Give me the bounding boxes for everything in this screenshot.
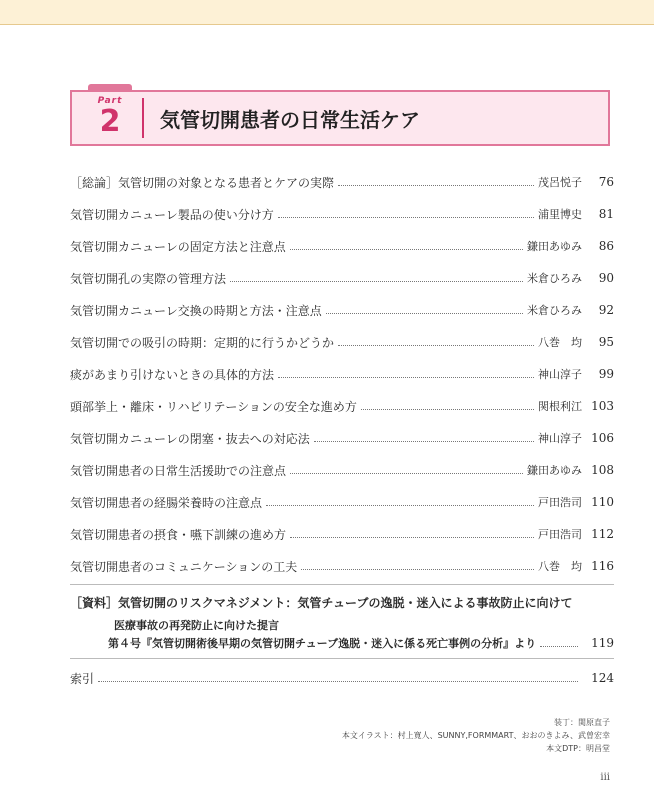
toc-author: 八巻 均 bbox=[538, 336, 582, 349]
toc-row[interactable] bbox=[70, 422, 614, 454]
toc-page: 76 bbox=[598, 175, 614, 189]
toc-leader bbox=[338, 184, 534, 186]
part-title: 気管切開患者の日常生活ケア bbox=[160, 108, 420, 132]
toc-title: 気管切開での吸引の時期：定期的に行うかどうか bbox=[70, 335, 335, 350]
toc-leader bbox=[278, 376, 534, 378]
appendix-entry[interactable] bbox=[70, 594, 614, 651]
toc-page: 110 bbox=[591, 495, 614, 509]
toc-author: 神山淳子 bbox=[538, 432, 582, 445]
toc-title: 気管切開カニューレの閉塞・抜去への対応法 bbox=[70, 431, 310, 446]
toc-row[interactable] bbox=[70, 390, 614, 422]
toc-row[interactable] bbox=[70, 294, 614, 326]
toc-row[interactable] bbox=[70, 198, 614, 230]
toc-author: 関根利江 bbox=[538, 400, 582, 413]
toc-author: 鎌田あゆみ bbox=[527, 464, 582, 477]
credit-line: 装丁：関原直子 bbox=[554, 718, 610, 727]
toc-leader bbox=[290, 472, 523, 474]
toc-author: 神山淳子 bbox=[538, 368, 582, 381]
toc-leader bbox=[301, 568, 534, 570]
appendix-source: 第４号『気管切開術後早期の気管切開チューブ逸脱・迷入に係る死亡事例の分析』より bbox=[108, 637, 537, 650]
toc-title: 気管切開患者のコミュニケーションの工夫 bbox=[70, 559, 298, 574]
toc-author: 米倉ひろみ bbox=[527, 272, 582, 285]
toc-title: 気管切開カニューレの固定方法と注意点 bbox=[70, 239, 286, 254]
toc-row[interactable] bbox=[70, 230, 614, 262]
toc-page: 116 bbox=[591, 559, 614, 573]
divider bbox=[70, 584, 614, 585]
credits bbox=[342, 716, 610, 755]
toc-page: 108 bbox=[591, 463, 614, 477]
toc-page: 86 bbox=[598, 239, 614, 253]
index-entry[interactable] bbox=[70, 668, 614, 688]
toc-author: 鎌田あゆみ bbox=[527, 240, 582, 253]
toc-title: 気管切開カニューレ製品の使い分け方 bbox=[70, 207, 274, 222]
toc-author: 八巻 均 bbox=[538, 560, 582, 573]
toc-page: 81 bbox=[598, 207, 614, 221]
appendix-title: ［資料］気管切開のリスクマネジメント：気管チューブの逸脱・迷入による事故防止に向けて bbox=[70, 596, 573, 610]
toc-row[interactable] bbox=[70, 486, 614, 518]
index-label: 索引 bbox=[70, 671, 95, 686]
toc-page: 99 bbox=[598, 367, 614, 381]
toc-row[interactable] bbox=[70, 550, 614, 582]
page-number: iii bbox=[600, 772, 610, 783]
toc-leader bbox=[290, 536, 534, 538]
part-number: 2 bbox=[99, 104, 121, 139]
toc-author: 茂呂悦子 bbox=[538, 176, 582, 189]
toc-leader bbox=[361, 408, 534, 410]
toc-author: 米倉ひろみ bbox=[527, 304, 582, 317]
toc-title: ［総論］気管切開の対象となる患者とケアの実際 bbox=[70, 175, 335, 190]
toc-title: 気管切開患者の経腸栄養時の注意点 bbox=[70, 495, 263, 510]
appendix-subtitle: 医療事故の再発防止に向けた提言 bbox=[114, 619, 279, 632]
toc-author: 戸田浩司 bbox=[538, 528, 582, 541]
toc-page: 90 bbox=[598, 271, 614, 285]
toc-leader bbox=[290, 248, 523, 250]
toc-leader bbox=[278, 216, 534, 218]
toc-author: 浦里博史 bbox=[538, 208, 582, 221]
toc-row[interactable] bbox=[70, 326, 614, 358]
toc-page: 106 bbox=[591, 431, 614, 445]
part-divider bbox=[142, 98, 144, 138]
toc-row[interactable] bbox=[70, 166, 614, 198]
toc-author: 戸田浩司 bbox=[538, 496, 582, 509]
top-band bbox=[0, 0, 654, 25]
toc-page: 95 bbox=[598, 335, 614, 349]
toc-page: 103 bbox=[591, 399, 614, 413]
toc-title: 気管切開孔の実際の管理方法 bbox=[70, 271, 227, 286]
table-of-contents bbox=[70, 166, 614, 582]
toc-row[interactable] bbox=[70, 518, 614, 550]
toc-row[interactable] bbox=[70, 454, 614, 486]
toc-leader bbox=[338, 344, 534, 346]
toc-title: 気管切開患者の摂食・嚥下訓練の進め方 bbox=[70, 527, 287, 542]
appendix-page: 119 bbox=[591, 636, 614, 650]
toc-leader bbox=[326, 312, 523, 314]
credit-line: 本文DTP：明昌堂 bbox=[546, 744, 610, 753]
toc-page: 112 bbox=[591, 527, 614, 541]
toc-leader bbox=[98, 680, 578, 682]
toc-row[interactable] bbox=[70, 358, 614, 390]
toc-title: 痰があまり引けないときの具体的方法 bbox=[70, 367, 275, 382]
toc-page: 92 bbox=[598, 303, 614, 317]
index-page: 124 bbox=[591, 671, 614, 685]
toc-title: 頭部挙上・離床・リハビリテーションの安全な進め方 bbox=[70, 399, 357, 414]
toc-row[interactable] bbox=[70, 262, 614, 294]
toc-leader bbox=[540, 645, 578, 647]
toc-title: 気管切開カニューレ交換の時期と方法・注意点 bbox=[70, 303, 322, 318]
toc-leader bbox=[266, 504, 534, 506]
toc-leader bbox=[230, 280, 523, 282]
divider bbox=[70, 658, 614, 659]
part-label: Part bbox=[97, 96, 123, 106]
toc-title: 気管切開患者の日常生活援助での注意点 bbox=[70, 463, 287, 478]
toc-leader bbox=[314, 440, 534, 442]
credit-line: 本文イラスト：村上寛人、SUNNY,FORMMART、おおのきよみ、武曽宏幸 bbox=[341, 731, 610, 740]
appendix-source-row bbox=[108, 635, 614, 651]
